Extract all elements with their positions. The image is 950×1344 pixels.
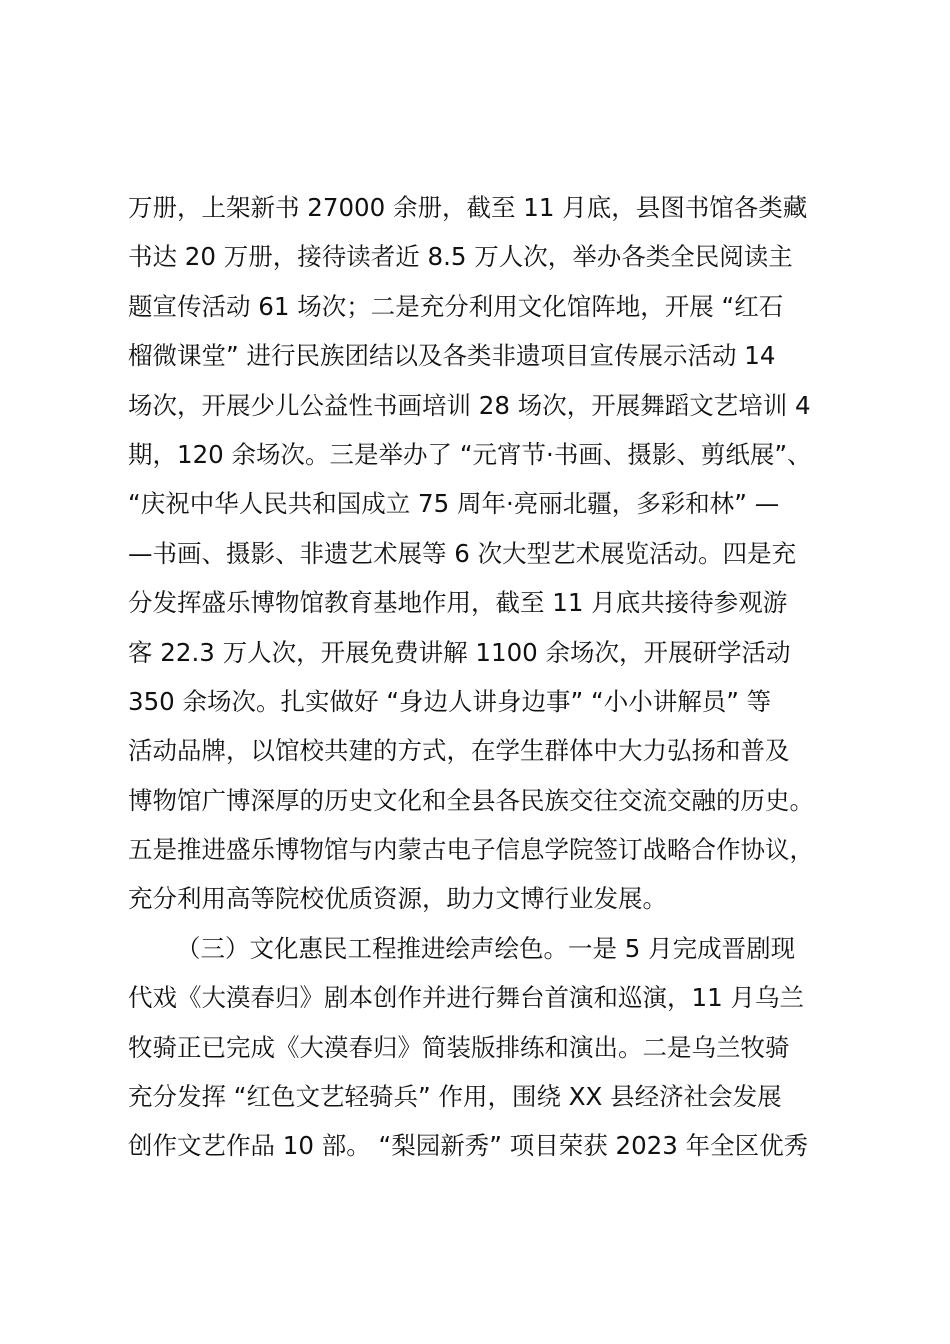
text-line: 350 余场次。扎实做好 “身边人讲身边事” “小小讲解员” 等 (128, 686, 772, 716)
text-line: 牧骑正已完成《大漠春归》简装版排练和演出。二是乌兰牧骑 (128, 1032, 790, 1062)
text-line: —书画、摄影、非遗艺术展等 6 次大型艺术展览活动。四是充 (128, 538, 797, 568)
text-line: 活动品牌，以馆校共建的方式，在学生群体中大力弘扬和普及 (128, 736, 790, 766)
text-line: 充分利用高等院校优质资源，助力文博行业发展。 (128, 884, 667, 914)
text-line: 题宣传活动 61 场次；二是充分利用文化馆阵地，开展 “红石 (128, 291, 784, 321)
text-line: 五是推进盛乐博物馆与内蒙古电子信息学院签订战略合作协议， (128, 835, 814, 865)
section-heading-line: （三）文化惠民工程推进绘声绘色。一是 5 月完成晋剧现 (176, 933, 796, 963)
text-line: 书达 20 万册，接待读者近 8.5 万人次，举办各类全民阅读主 (128, 242, 793, 272)
text-line: 客 22.3 万人次，开展免费讲解 1100 余场次，开展研学活动 (128, 637, 791, 667)
text-line: 万册，上架新书 27000 余册，截至 11 月底，县图书馆各类藏 (128, 193, 808, 222)
text-line: 榴微课堂” 进行民族团结以及各类非遗项目宣传展示活动 14 (128, 341, 776, 371)
text-line: 创作文艺作品 10 部。 “梨园新秀” 项目荣获 2023 年全区优秀 (128, 1131, 809, 1161)
text-line: “庆祝中华人民共和国成立 75 周年·亮丽北疆，多彩和林” — (128, 489, 780, 519)
text-line: 期，120 余场次。三是举办了 “元宵节·书画、摄影、剪纸展”、 (128, 439, 812, 469)
text-line: 充分发挥 “红色文艺轻骑兵” 作用，围绕 XX 县经济社会发展 (128, 1082, 782, 1112)
text-line: 分发挥盛乐博物馆教育基地作用，截至 11 月底共接待参观游 (128, 588, 788, 618)
body-text (128, 183, 838, 1171)
text-line: 代戏《大漠春归》剧本创作并进行舞台首演和巡演，11 月乌兰 (128, 983, 804, 1013)
text-line: 博物馆广博深厚的历史文化和全县各民族交往交流交融的历史。 (128, 785, 814, 815)
text-line: 场次，开展少儿公益性书画培训 28 场次，开展舞蹈文艺培训 4 (128, 390, 811, 420)
